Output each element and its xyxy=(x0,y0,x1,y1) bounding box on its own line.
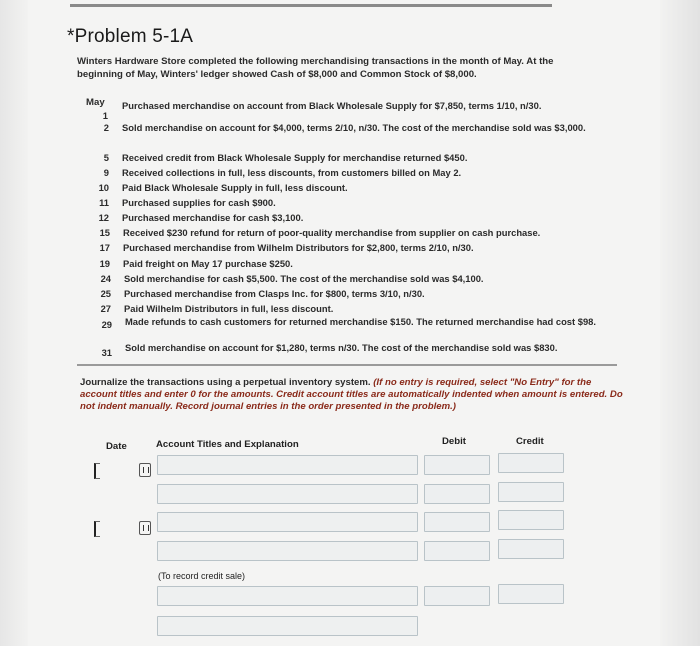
transaction-day: 31 xyxy=(101,347,112,358)
transaction-text: Made refunds to cash customers for returned merchandise $150. The returned merchandise had cost $98. xyxy=(125,316,596,327)
transaction-text: Received credit from Black Wholesale Supply for merchandise returned $450. xyxy=(122,152,468,163)
instructions-text: Journalize the transactions using a perpetual inventory system. xyxy=(80,377,374,388)
credit-input[interactable] xyxy=(498,539,564,559)
account-title-input[interactable] xyxy=(157,484,418,504)
month-label: May xyxy=(86,97,105,108)
transaction-day: 17 xyxy=(99,242,110,253)
debit-input[interactable] xyxy=(424,586,490,606)
debit-input[interactable] xyxy=(424,512,490,532)
transaction-day: 27 xyxy=(100,303,111,314)
transaction-day: 5 xyxy=(103,152,109,163)
transaction-day: 19 xyxy=(99,258,110,269)
transaction-text: Sold merchandise for cash $5,500. The cost of the merchandise sold was $4,100. xyxy=(124,273,484,284)
credit-input[interactable] xyxy=(498,453,564,473)
transaction-text: Purchased supplies for cash $900. xyxy=(122,197,276,208)
transaction-text: Received collections in full, less discounts, from customers billed on May 2. xyxy=(122,167,462,178)
column-credit: Credit xyxy=(516,436,544,447)
transaction-item xyxy=(101,316,617,330)
account-title-input[interactable] xyxy=(157,455,418,475)
transaction-text: Paid freight on May 17 purchase $250. xyxy=(123,258,293,269)
transaction-text: Purchased merchandise from Clasps Inc. for $800, terms 3/10, n/30. xyxy=(124,288,425,299)
transaction-item xyxy=(100,273,614,285)
account-title-input[interactable] xyxy=(157,541,418,561)
credit-input[interactable] xyxy=(498,584,564,604)
debit-input[interactable] xyxy=(424,484,490,504)
date-select[interactable] xyxy=(94,521,100,537)
transaction-text: Received $230 refund for return of poor-quality merchandise from supplier on cash purchase. xyxy=(123,227,541,238)
transaction-day: 2 xyxy=(103,122,109,133)
date-select[interactable] xyxy=(94,463,100,479)
instructions xyxy=(80,377,625,413)
transaction-text: Sold merchandise on account for $1,280, terms n/30. The cost of the merchandise sold was $830. xyxy=(125,342,558,353)
transaction-item xyxy=(99,227,613,239)
transaction-item xyxy=(98,182,612,194)
day-dropdown-icon[interactable] xyxy=(139,463,151,477)
transaction-item xyxy=(103,122,612,134)
transaction-day: 29 xyxy=(101,319,112,330)
debit-input[interactable] xyxy=(424,455,490,475)
transaction-item xyxy=(99,242,613,254)
transaction-text: Sold merchandise on account for $4,000, terms 2/10, n/30. The cost of the merchandise sold was $3,000. xyxy=(122,122,586,133)
photo-edge-right xyxy=(660,0,700,646)
account-title-input[interactable] xyxy=(157,616,418,636)
transaction-item xyxy=(99,258,613,270)
transaction-day: 9 xyxy=(103,167,109,178)
account-title-input[interactable] xyxy=(157,512,418,532)
problem-intro: Winters Hardware Store completed the following merchandising transactions in the month of May. At the beginning of May, Winters' ledger showed Cash of $8,000 and Common Stock of $8,000. xyxy=(77,56,554,80)
transaction-day: 15 xyxy=(99,227,110,238)
transaction-item xyxy=(103,167,612,179)
page-title: *Problem 5-1A xyxy=(67,26,194,47)
day-dropdown-icon[interactable] xyxy=(139,521,151,535)
photo-edge-left xyxy=(0,0,28,646)
transaction-day: 12 xyxy=(98,212,109,223)
transaction-item xyxy=(100,303,614,315)
account-title-input[interactable] xyxy=(157,586,418,606)
credit-input[interactable] xyxy=(498,482,564,502)
transaction-item xyxy=(99,197,612,209)
transaction-text: Paid Black Wholesale Supply in full, less discount. xyxy=(122,182,348,193)
top-divider xyxy=(70,4,552,7)
credit-input[interactable] xyxy=(498,510,564,530)
transaction-item xyxy=(102,100,612,121)
transaction-text: Paid Wilhelm Distributors in full, less discount. xyxy=(124,303,334,314)
transaction-item xyxy=(103,152,612,164)
debit-input[interactable] xyxy=(424,541,490,561)
column-date: Date xyxy=(106,441,127,452)
transaction-item xyxy=(101,342,619,358)
transaction-item xyxy=(98,212,612,224)
transaction-text: Purchased merchandise from Wilhelm Distributors for $2,800, terms 2/10, n/30. xyxy=(123,242,474,253)
entry-explanation: (To record credit sale) xyxy=(158,571,246,581)
section-divider xyxy=(77,364,617,366)
transaction-item xyxy=(100,288,614,300)
transaction-day: 1 xyxy=(102,110,108,121)
transaction-day: 24 xyxy=(100,273,111,284)
column-debit: Debit xyxy=(442,436,466,447)
transaction-text: Purchased merchandise for cash $3,100. xyxy=(122,212,304,223)
column-account: Account Titles and Explanation xyxy=(156,439,299,450)
transaction-day: 11 xyxy=(99,197,109,208)
instructions-emphasis: (If no entry is required, select "No Entry" for the account titles and enter 0 for the amounts. Credit account titles are automatically indented when amount is entered. Do not indent manually. Record journal entries in the order presented in the problem.) xyxy=(80,377,623,412)
transaction-day: 25 xyxy=(100,288,111,299)
transaction-day: 10 xyxy=(98,182,109,193)
transaction-text: Purchased merchandise on account from Black Wholesale Supply for $7,850, terms 1/10, n/30. xyxy=(122,100,542,111)
